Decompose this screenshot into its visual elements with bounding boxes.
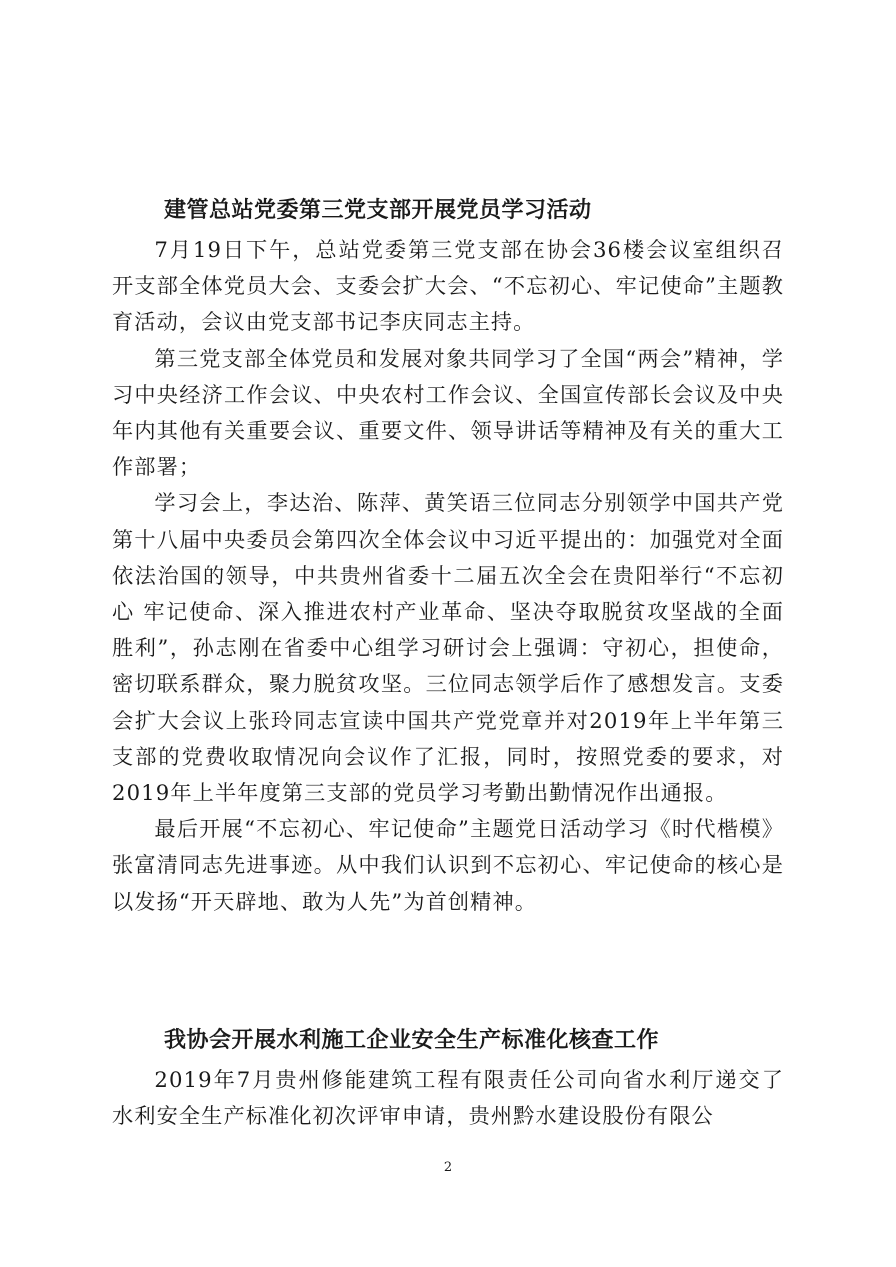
article-title: 我协会开展水利施工企业安全生产标准化核查工作 [164,1027,660,1053]
article-title: 建管总站党委第三党支部开展党员学习活动 [164,197,592,223]
article-activity-section [112,188,784,920]
article-paragraph: 2019年7月贵州修能建筑工程有限责任公司向省水利厅递交了水利安全生产标准化初次评审申请，贵州黔水建设股份有限公 [112,1067,784,1129]
article-paragraph: 第三党支部全体党员和发展对象共同学习了全国“两会”精神，学习中央经济工作会议、中央农村工作会议、全国宣传部长会议及中央年内其他有关重要会议、重要文件、领导讲话等精神及有关的重大工作部署； [112,345,784,480]
article-paragraph: 最后开展“不忘初心、牢记使命”主题党日活动学习《时代楷模》张富清同志先进事迹。从中我们认识到不忘初心、牢记使命的核心是以发扬“开天辟地、敢为人先”为首创精神。 [112,816,784,914]
page-number: 2 [443,1160,453,1175]
article-paragraph: 学习会上，李达治、陈萍、黄笑语三位同志分别领学中国共产党第十八届中央委员会第四次全体会议中习近平提出的：加强党对全面依法治国的领导，中共贵州省委十二届五次全会在贵阳举行“不忘初心 牢记使命、深入推进农村产业革命、坚决夺取脱贫攻坚战的全面胜利”，孙志刚在省委中心组学习研讨会上强调：守初心，担使命，密切联系群众，聚力脱贫攻坚。三位同志领学后作了感想发言。支委会扩大会议上张玲同志宣读中国共产党党章并对2019年上半年第三支部的党费收取情况向会议作了汇报，同时，按照党委的要求，对2019年上半年度第三支部的党员学习考勤出勤情况作出通报。 [112,490,784,806]
article-paragraph: 7月19日下午，总站党委第三党支部在协会36楼会议室组织召开支部全体党员大会、支委会扩大会、“不忘初心、牢记使命”主题教育活动，会议由党支部书记李庆同志主持。 [112,237,784,335]
article-safety-section [112,1018,784,1134]
